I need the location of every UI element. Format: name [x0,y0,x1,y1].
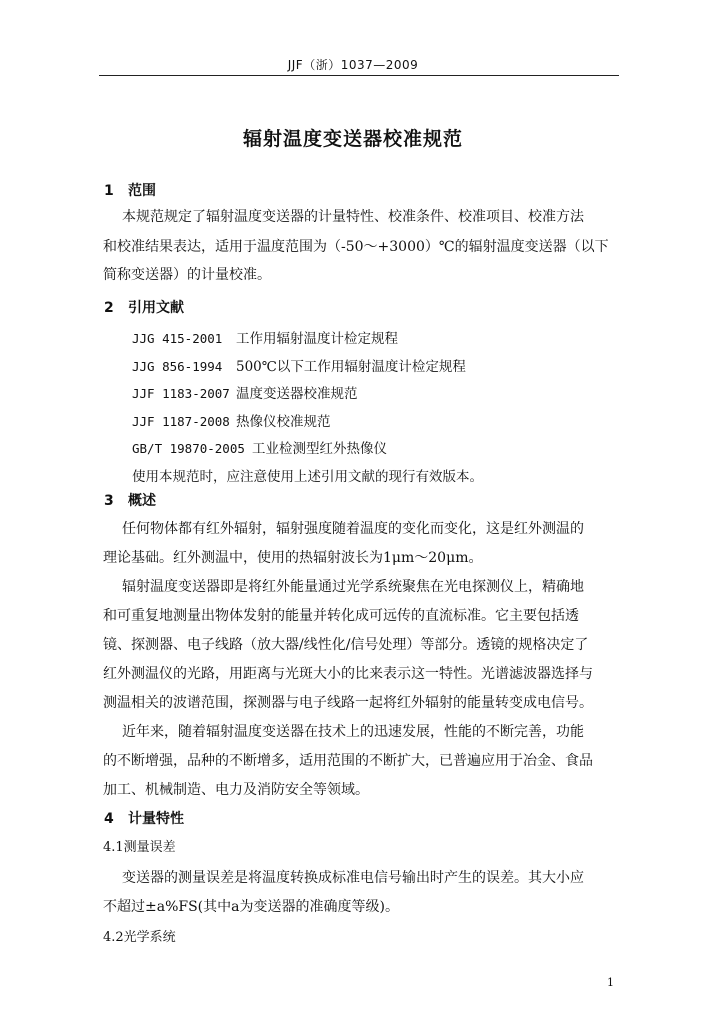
subsection-4-2-title: 4.2光学系统 [103,930,176,945]
paragraph-line: 和可重复地测量出物体发射的能量并转化成可远传的直流标准。它主要包括透 [103,608,579,624]
paragraph-line: 红外测温仪的光路，用距离与光斑大小的比来表示这一特性。光谱滤波器选择与 [103,666,593,682]
section-number: 4 [104,811,114,827]
paragraph-line: 本规范规定了辐射温度变送器的计量特性、校准条件、校准项目、校准方法 [122,209,584,225]
reference-item [132,327,398,347]
reference-item [132,382,358,402]
header-rule [99,75,619,76]
section-title: 计量特性 [128,811,184,827]
reference-name: 热像仪校准规范 [236,414,331,430]
reference-code: JJG 856-1994 [132,359,223,374]
reference-code: JJF 1183-2007 [132,386,230,401]
reference-item [132,410,331,430]
paragraph-line: 辐射温度变送器即是将红外能量通过光学系统聚焦在光电探测仪上，精确地 [122,579,584,595]
section-1-heading [104,180,156,200]
section-2-heading [104,297,184,317]
reference-item [132,437,387,457]
paragraph-line: 理论基础。红外测温中，使用的热辐射波长为1μm～20μm。 [103,550,483,566]
header-code: JJF（浙）1037—2009 [287,58,419,72]
page-number: 1 [607,976,614,989]
paragraph-line: 和校准结果表达，适用于温度范围为（-50～+3000）℃的辐射温度变送器（以下 [103,239,609,255]
reference-note: 使用本规范时，应注意使用上述引用文献的现行有效版本。 [132,469,483,485]
section-number: 1 [104,183,114,199]
section-4-heading [104,808,184,828]
paragraph-line: 的不断增强，品种的不断增多，适用范围的不断扩大，已普遍应用于冶金、食品 [103,753,593,769]
paragraph-line: 加工、机械制造、电力及消防安全等领域。 [103,782,369,798]
reference-item [132,355,466,375]
reference-name: 工业检测型红外热像仪 [252,441,387,457]
paragraph-line: 测温相关的波谱范围，探测器与电子线路一起将红外辐射的能量转变成电信号。 [103,695,593,711]
paragraph-line: 不超过±a%FS(其中a为变送器的准确度等级)。 [103,899,399,915]
section-number: 2 [104,300,114,316]
reference-name: 500℃以下工作用辐射温度计检定规程 [236,359,466,375]
paragraph-line: 任何物体都有红外辐射，辐射强度随着温度的变化而变化，这是红外测温的 [122,521,584,537]
reference-code: GB/T 19870-2005 [132,441,245,456]
reference-name: 温度变送器校准规范 [236,386,358,402]
paragraph-line: 近年来，随着辐射温度变送器在技术上的迅速发展，性能的不断完善，功能 [122,724,584,740]
subsection-4-1-title: 4.1测量误差 [103,840,176,855]
reference-code: JJG 415-2001 [132,331,223,346]
paragraph-line: 简称变送器）的计量校准。 [103,267,271,283]
reference-code: JJF 1187-2008 [132,414,230,429]
reference-name: 工作用辐射温度计检定规程 [236,331,398,347]
section-3-heading [104,490,156,510]
paragraph-line: 变送器的测量误差是将温度转换成标准电信号输出时产生的误差。其大小应 [122,870,584,886]
section-title: 范围 [128,183,156,199]
paragraph-line: 镜、探测器、电子线路（放大器/线性化/信号处理）等部分。透镜的规格决定了 [103,637,589,653]
section-title: 引用文献 [128,300,184,316]
section-title: 概述 [128,493,156,509]
section-number: 3 [104,493,114,509]
page-title: 辐射温度变送器校准规范 [242,128,463,150]
